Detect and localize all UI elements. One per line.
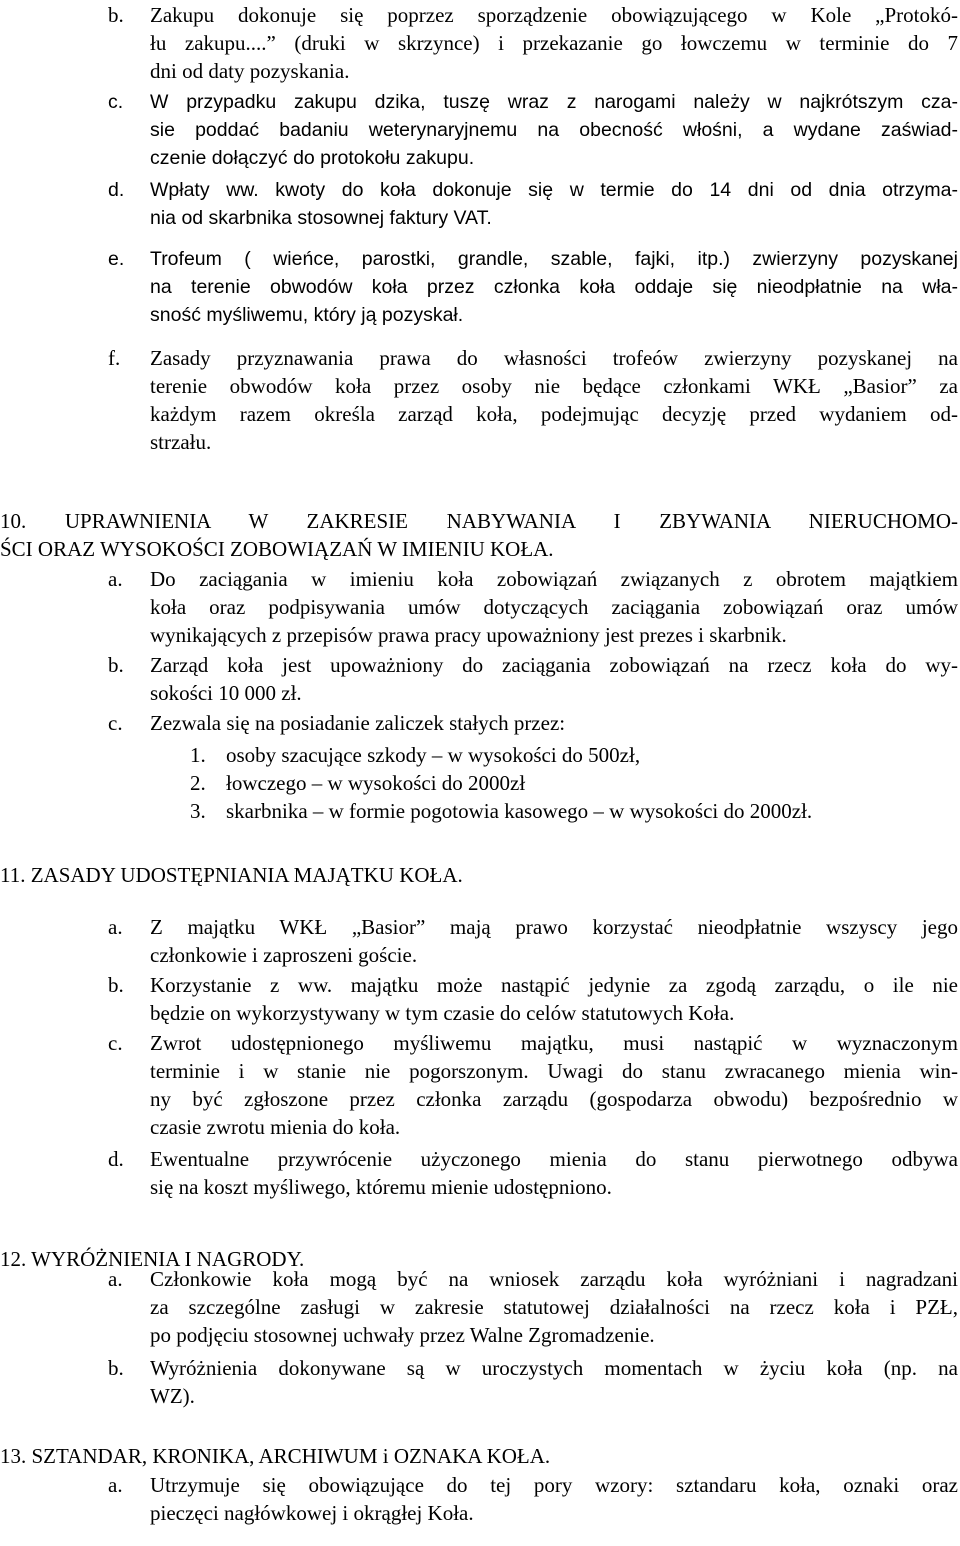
section-heading-line: 13. SZTANDAR, KRONIKA, ARCHIWUM i OZNAKA KOŁA. (0, 1444, 551, 1468)
paragraph-line: Utrzymuje się obowiązujące do tej pory wzory: sztandaru koła, oznaki oraz (150, 1473, 958, 1497)
paragraph-line: WZ). (150, 1384, 195, 1408)
paragraph-line: Do zaciągania w imieniu koła zobowiązań związanych z obrotem majątkiem (150, 567, 958, 591)
paragraph-line: Zarząd koła jest upoważniony do zaciągania zobowiązań na rzecz koła do wy- (150, 653, 958, 677)
list-marker: b. (108, 1356, 124, 1380)
list-marker: a. (108, 1267, 123, 1291)
paragraph-line: nia od skarbnika stosownej faktury VAT. (150, 207, 492, 229)
list-marker: c. (108, 1031, 123, 1055)
paragraph-line: sność myśliwemu, który ją pozyskał. (150, 304, 464, 326)
paragraph-line: członkowie i zaproszeni goście. (150, 943, 418, 967)
paragraph-line: skarbnika – w formie pogotowia kasowego – w wysokości do 2000zł. (226, 799, 813, 823)
section-heading-line: 10. UPRAWNIENIA W ZAKRESIE NABYWANIA I ZBYWANIA NIERUCHOMO- (0, 509, 958, 533)
paragraph-line: dni od daty pozyskania. (150, 59, 350, 83)
paragraph-line: ny być zgłoszone przez członka zarządu (gospodarza obwodu) bezpośrednio w (150, 1087, 958, 1111)
paragraph-line: Wyróżnienia dokonywane są w uroczystych momentach w życiu koła (np. na (150, 1356, 958, 1380)
paragraph-line: po podjęciu stosownej uchwały przez Walne Zgromadzenie. (150, 1323, 655, 1347)
list-marker: c. (108, 711, 123, 735)
paragraph-line: Ewentualne przywrócenie użyczonego mienia do stanu pierwotnego odbywa (150, 1147, 958, 1171)
paragraph-line: wynikających z przepisów prawa pracy upoważniony jest prezes i skarbnik. (150, 623, 787, 647)
list-marker: a. (108, 567, 123, 591)
list-marker: a. (108, 915, 123, 939)
paragraph-line: czenie dołączyć do protokołu zakupu. (150, 147, 475, 169)
list-marker: d. (108, 179, 125, 201)
paragraph-line: łu zakupu....” (druki w skrzynce) i przekazanie go łowczemu w terminie do 7 (150, 31, 958, 55)
paragraph-line: Korzystanie z ww. majątku może nastąpić jedynie za zgodą zarządu, o ile nie (150, 973, 958, 997)
section-heading-line: 12. WYRÓŻNIENIA I NAGRODY. (0, 1247, 305, 1271)
paragraph-line: się na koszt myśliwego, któremu mienie udostępniono. (150, 1175, 612, 1199)
paragraph-line: terminie i w stanie nie pogorszonym. Uwagi do stanu zwracanego mienia win- (150, 1059, 958, 1083)
paragraph-line: koła oraz podpisywania umów dotyczących zaciągania zobowiązań oraz umów (150, 595, 958, 619)
list-marker: d. (108, 1147, 124, 1171)
list-marker: b. (108, 973, 124, 997)
paragraph-line: łowczego – w wysokości do 2000zł (226, 771, 526, 795)
paragraph-line: W przypadku zakupu dzika, tuszę wraz z narogami należy w najkrótszym cza- (150, 91, 958, 113)
paragraph-line: pieczęci nagłówkowej i okrągłej Koła. (150, 1501, 474, 1525)
list-marker: 3. (190, 799, 206, 823)
list-marker: a. (108, 1473, 123, 1497)
list-marker: f. (108, 346, 121, 370)
section-heading-line: ŚCI ORAZ WYSOKOŚCI ZOBOWIĄZAŃ W IMIENIU KOŁA. (0, 537, 554, 561)
list-marker: 2. (190, 771, 206, 795)
paragraph-line: każdym razem określa zarząd koła, podejmując decyzję przed wydaniem od- (150, 402, 958, 426)
paragraph-line: osoby szacujące szkody – w wysokości do 500zł, (226, 743, 641, 767)
paragraph-line: Zezwala się na posiadanie zaliczek stałych przez: (150, 711, 566, 735)
list-marker: c. (108, 91, 124, 113)
paragraph-line: sie poddać badaniu weterynaryjnemu na obecność włośni, a wydane zaświad- (150, 119, 958, 141)
paragraph-line: będzie on wykorzystywany w tym czasie do celów statutowych Koła. (150, 1001, 735, 1025)
paragraph-line: terenie obwodów koła przez osoby nie będące członkami WKŁ „Basior” za (150, 374, 958, 398)
paragraph-line: Zwrot udostępnionego myśliwemu majątku, musi nastąpić w wyznaczonym (150, 1031, 958, 1055)
paragraph-line: sokości 10 000 zł. (150, 681, 302, 705)
list-marker: e. (108, 248, 125, 270)
list-marker: 1. (190, 743, 206, 767)
paragraph-line: Wpłaty ww. kwoty do koła dokonuje się w termie do 14 dni od dnia otrzyma- (150, 179, 958, 201)
paragraph-line: za szczególne zasługi w zakresie statutowej działalności na rzecz koła i PZŁ, (150, 1295, 958, 1319)
paragraph-line: Z majątku WKŁ „Basior” mają prawo korzystać nieodpłatnie wszyscy jego (150, 915, 958, 939)
paragraph-line: strzału. (150, 430, 212, 454)
list-marker: b. (108, 653, 124, 677)
paragraph-line: czasie zwrotu mienia do koła. (150, 1115, 401, 1139)
paragraph-line: Zasady przyznawania prawa do własności trofeów zwierzyny pozyskanej na (150, 346, 958, 370)
section-heading-line: 11. ZASADY UDOSTĘPNIANIA MAJĄTKU KOŁA. (0, 863, 463, 887)
list-marker: b. (108, 3, 124, 27)
paragraph-line: na terenie obwodów koła przez członka koła oddaje się nieodpłatnie na wła- (150, 276, 958, 298)
paragraph-line: Zakupu dokonuje się poprzez sporządzenie obowiązującego w Kole „Protokó- (150, 3, 958, 27)
paragraph-line: Członkowie koła mogą być na wniosek zarządu koła wyróżniani i nagradzani (150, 1267, 958, 1291)
paragraph-line: Trofeum ( wieńce, parostki, grandle, szable, fajki, itp.) zwierzyny pozyskanej (150, 248, 958, 270)
